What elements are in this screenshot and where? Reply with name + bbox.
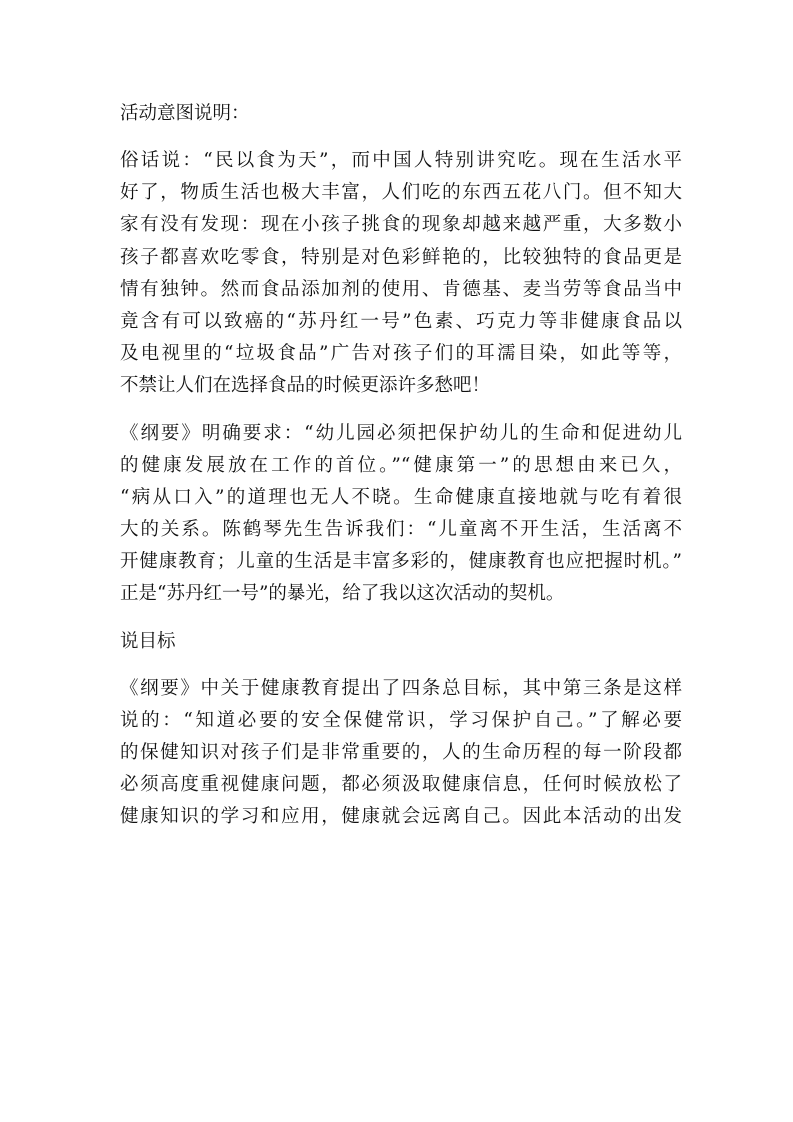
text-line: 不禁让人们在选择食品的时候更添许多愁吧！	[120, 375, 491, 397]
text-line: 的健康发展放在工作的首位。”“健康第一”的思想由来已久，	[120, 454, 682, 476]
document-body	[120, 98, 682, 849]
text-line: 说的：“知道必要的安全保健常识，学习保护自己。”了解必要	[120, 709, 682, 731]
paragraph-outline-requirement	[120, 418, 682, 611]
text-line: 大的关系。陈鹤琴先生告诉我们：“儿童离不开生活，生活离不	[120, 519, 682, 541]
text-line: 及电视里的“垃圾食品”广告对孩子们的耳濡目染，如此等等，	[120, 343, 682, 365]
text-line: 《纲要》明确要求：“幼儿园必须把保护幼儿的生命和促进幼儿	[120, 422, 682, 444]
paragraph-goals	[120, 673, 682, 834]
paragraph-saying	[120, 145, 682, 403]
text-line: 正是“苏丹红一号”的暴光，给了我以这次活动的契机。	[120, 583, 565, 605]
text-line: 好了，物质生活也极大丰富，人们吃的东西五花八门。但不知大	[120, 182, 682, 204]
text-line: 俗话说：“民以食为天”，而中国人特别讲究吃。现在生活水平	[120, 150, 682, 171]
text-line: 孩子都喜欢吃零食，特别是对色彩鲜艳的，比较独特的食品更是	[120, 246, 682, 268]
text-line: “病从口入”的道理也无人不晓。生命健康直接地就与吃有着很	[120, 486, 682, 508]
text-line: 《纲要》中关于健康教育提出了四条总目标，其中第三条是这样	[120, 677, 682, 699]
text-line: 的保健知识对孩子们是非常重要的，人的生命历程的每一阶段都	[120, 742, 682, 763]
section-heading-activity-intent: 活动意图说明：	[120, 103, 250, 124]
text-line: 情有独钟。然而食品添加剂的使用、肯德基、麦当劳等食品当中	[120, 278, 682, 300]
section-heading-goals: 说目标	[120, 630, 176, 652]
text-line: 必须高度重视健康问题，都必须汲取健康信息，任何时候放松了	[120, 774, 682, 796]
text-line: 开健康教育；儿童的生活是丰富多彩的，健康教育也应把握时机。”	[120, 551, 682, 573]
text-line: 健康知识的学习和应用，健康就会远离自己。因此本活动的出发	[120, 806, 682, 828]
text-line: 家有没有发现：现在小孩子挑食的现象却越来越严重，大多数小	[120, 214, 682, 236]
text-line: 竟含有可以致癌的“苏丹红一号”色素、巧克力等非健康食品以	[120, 310, 682, 332]
